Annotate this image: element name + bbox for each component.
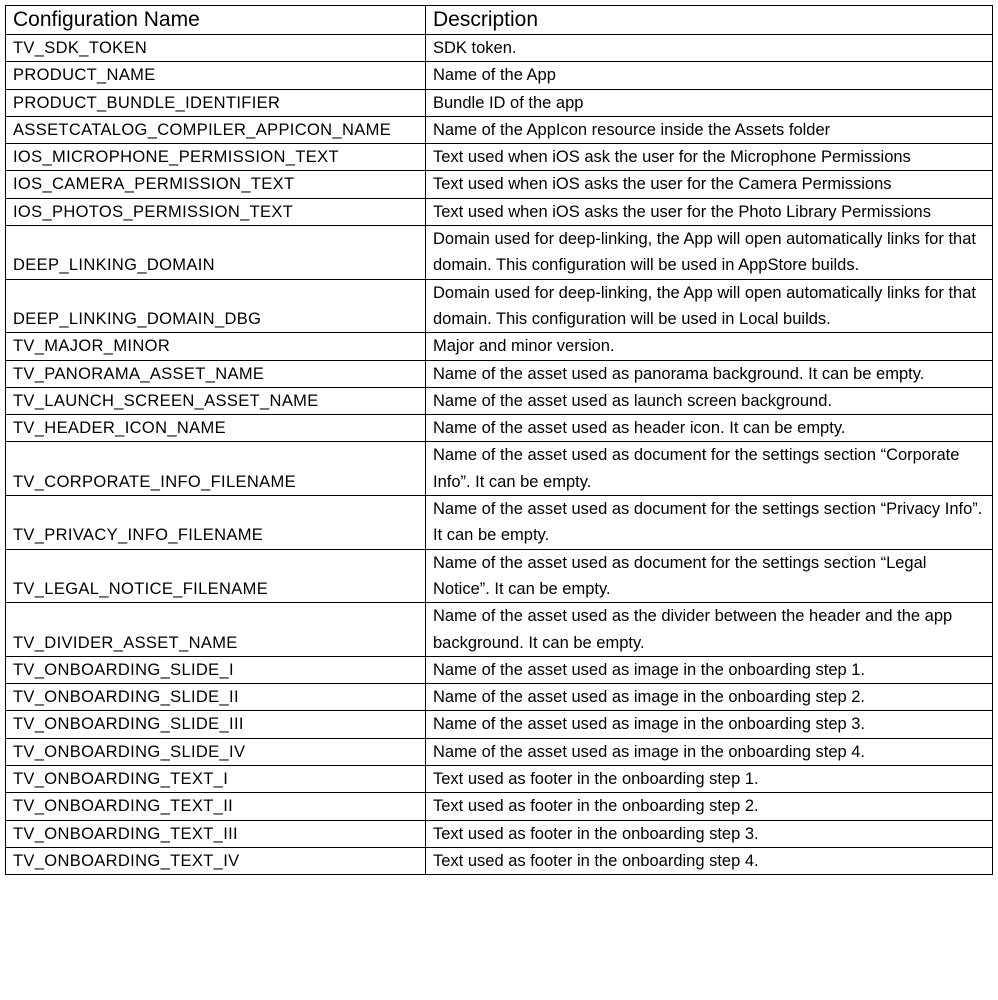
configuration-name-cell: PRODUCT_NAME bbox=[6, 62, 426, 89]
description-cell: Name of the AppIcon resource inside the Assets folder bbox=[426, 116, 993, 143]
table-row bbox=[6, 226, 993, 280]
table-row bbox=[6, 684, 993, 711]
configuration-name-cell: TV_HEADER_ICON_NAME bbox=[6, 415, 426, 442]
header-description: Description bbox=[426, 6, 993, 35]
configuration-name-cell: TV_ONBOARDING_TEXT_III bbox=[6, 820, 426, 847]
description-cell: SDK token. bbox=[426, 35, 993, 62]
description-cell: Name of the asset used as image in the onboarding step 2. bbox=[426, 684, 993, 711]
table-row bbox=[6, 603, 993, 657]
description-cell: Text used as footer in the onboarding step 3. bbox=[426, 820, 993, 847]
configuration-name-cell: DEEP_LINKING_DOMAIN_DBG bbox=[6, 279, 426, 333]
description-cell: Text used as footer in the onboarding step 4. bbox=[426, 847, 993, 874]
table-row bbox=[6, 89, 993, 116]
description-cell: Text used as footer in the onboarding step 1. bbox=[426, 766, 993, 793]
configuration-name-cell: TV_ONBOARDING_TEXT_IV bbox=[6, 847, 426, 874]
configuration-name-cell: PRODUCT_BUNDLE_IDENTIFIER bbox=[6, 89, 426, 116]
description-cell: Bundle ID of the app bbox=[426, 89, 993, 116]
description-cell: Name of the asset used as document for the settings section “Corporate Info”. It can be empty. bbox=[426, 442, 993, 496]
description-cell: Name of the asset used as document for the settings section “Legal Notice”. It can be empty. bbox=[426, 549, 993, 603]
description-cell: Text used as footer in the onboarding step 2. bbox=[426, 793, 993, 820]
configuration-name-cell: TV_MAJOR_MINOR bbox=[6, 333, 426, 360]
configuration-name-cell: DEEP_LINKING_DOMAIN bbox=[6, 226, 426, 280]
description-cell: Name of the asset used as image in the onboarding step 1. bbox=[426, 656, 993, 683]
description-cell: Text used when iOS ask the user for the Microphone Permissions bbox=[426, 144, 993, 171]
table-row bbox=[6, 116, 993, 143]
configuration-name-cell: TV_ONBOARDING_SLIDE_I bbox=[6, 656, 426, 683]
table-row bbox=[6, 333, 993, 360]
description-cell: Name of the asset used as image in the onboarding step 3. bbox=[426, 711, 993, 738]
description-cell: Name of the asset used as panorama background. It can be empty. bbox=[426, 360, 993, 387]
description-cell: Name of the asset used as the divider between the header and the app background. It can be empty. bbox=[426, 603, 993, 657]
table-row bbox=[6, 35, 993, 62]
description-cell: Domain used for deep-linking, the App will open automatically links for that domain. This configuration will be used in AppStore builds. bbox=[426, 226, 993, 280]
configuration-name-cell: IOS_CAMERA_PERMISSION_TEXT bbox=[6, 171, 426, 198]
table-row bbox=[6, 415, 993, 442]
configuration-name-cell: TV_SDK_TOKEN bbox=[6, 35, 426, 62]
header-configuration-name: Configuration Name bbox=[6, 6, 426, 35]
table-body bbox=[6, 35, 993, 875]
table-row bbox=[6, 171, 993, 198]
configuration-name-cell: TV_ONBOARDING_SLIDE_III bbox=[6, 711, 426, 738]
configuration-name-cell: TV_PANORAMA_ASSET_NAME bbox=[6, 360, 426, 387]
table-row bbox=[6, 847, 993, 874]
description-cell: Name of the App bbox=[426, 62, 993, 89]
configuration-name-cell: TV_ONBOARDING_TEXT_II bbox=[6, 793, 426, 820]
configuration-name-cell: TV_DIVIDER_ASSET_NAME bbox=[6, 603, 426, 657]
description-cell: Text used when iOS asks the user for the Photo Library Permissions bbox=[426, 198, 993, 225]
description-cell: Major and minor version. bbox=[426, 333, 993, 360]
configuration-name-cell: TV_ONBOARDING_TEXT_I bbox=[6, 766, 426, 793]
configuration-name-cell: TV_ONBOARDING_SLIDE_IV bbox=[6, 738, 426, 765]
description-cell: Text used when iOS asks the user for the Camera Permissions bbox=[426, 171, 993, 198]
configuration-name-cell: TV_ONBOARDING_SLIDE_II bbox=[6, 684, 426, 711]
configuration-table bbox=[5, 5, 993, 875]
table-row bbox=[6, 656, 993, 683]
table-row bbox=[6, 62, 993, 89]
table-row bbox=[6, 549, 993, 603]
configuration-name-cell: TV_LAUNCH_SCREEN_ASSET_NAME bbox=[6, 387, 426, 414]
description-cell: Name of the asset used as header icon. It can be empty. bbox=[426, 415, 993, 442]
table-row bbox=[6, 442, 993, 496]
table-row bbox=[6, 496, 993, 550]
table-row bbox=[6, 793, 993, 820]
table-row bbox=[6, 711, 993, 738]
configuration-name-cell: ASSETCATALOG_COMPILER_APPICON_NAME bbox=[6, 116, 426, 143]
table-header-row bbox=[6, 6, 993, 35]
config-table-container bbox=[5, 5, 992, 875]
description-cell: Name of the asset used as document for the settings section “Privacy Info”. It can be empty. bbox=[426, 496, 993, 550]
description-cell: Name of the asset used as launch screen background. bbox=[426, 387, 993, 414]
configuration-name-cell: IOS_MICROPHONE_PERMISSION_TEXT bbox=[6, 144, 426, 171]
description-cell: Domain used for deep-linking, the App will open automatically links for that domain. This configuration will be used in Local builds. bbox=[426, 279, 993, 333]
table-row bbox=[6, 820, 993, 847]
configuration-name-cell: TV_PRIVACY_INFO_FILENAME bbox=[6, 496, 426, 550]
configuration-name-cell: TV_LEGAL_NOTICE_FILENAME bbox=[6, 549, 426, 603]
table-row bbox=[6, 766, 993, 793]
table-row bbox=[6, 198, 993, 225]
description-cell: Name of the asset used as image in the onboarding step 4. bbox=[426, 738, 993, 765]
table-row bbox=[6, 738, 993, 765]
configuration-name-cell: TV_CORPORATE_INFO_FILENAME bbox=[6, 442, 426, 496]
configuration-name-cell: IOS_PHOTOS_PERMISSION_TEXT bbox=[6, 198, 426, 225]
table-row bbox=[6, 387, 993, 414]
table-row bbox=[6, 360, 993, 387]
table-row bbox=[6, 144, 993, 171]
table-row bbox=[6, 279, 993, 333]
